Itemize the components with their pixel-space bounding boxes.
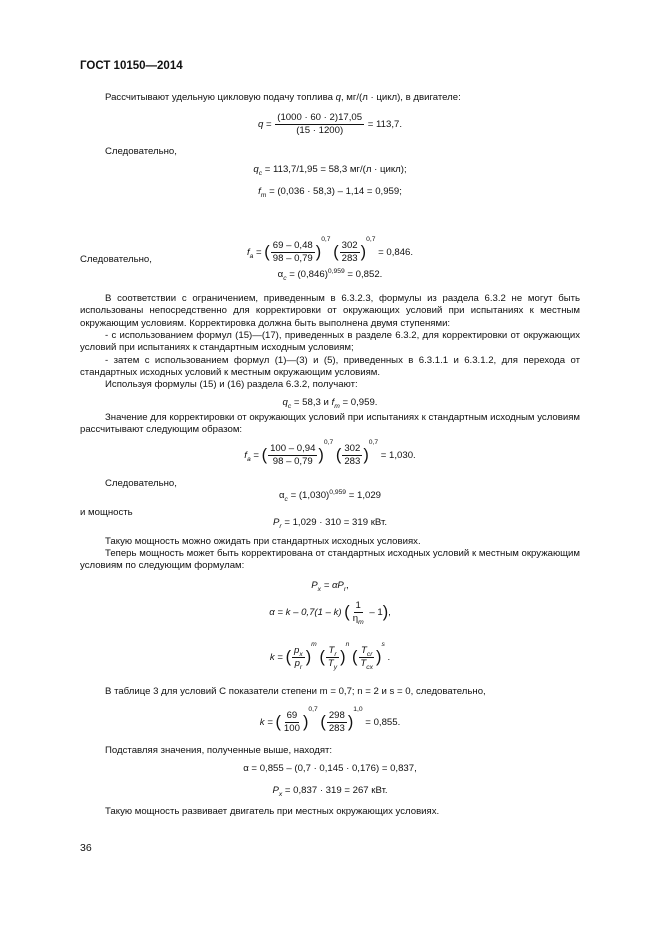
text-therefore-3: Следовательно,	[105, 478, 177, 489]
paragraph-now-corrected: Теперь мощность может быть корректирована от стандартных исходных условий к местным окружающим условиям по следующим формулам:	[80, 548, 580, 572]
paragraph-using-formulas: Используя формулы (15) и (16) раздела 6.3.2, получают:	[105, 379, 358, 390]
equation-fa-1: $f_a$ = ( $\frac{69 - 0,48}{98 - 0,79}$ )$^{0,7}$ ( $\frac{302}{283}$ )$^{0,7}$ = 0,846.	[246, 235, 414, 264]
page-number: 36	[80, 842, 92, 854]
bullet-step-1: - с использованием формул (15)—(17), приведенных в разделе 6.3.2, для корректировки от окружающих условий при испытаниях к стандартным исходным условиям;	[80, 330, 580, 354]
bullet-step-2: - затем с использованием формул (1)—(3) и (5), приведенных в 6.3.1.1 и 6.3.1.2, для перехода от стандартных исходных условий к местным окружающим условиям.	[80, 355, 580, 379]
paragraph-table-3: В таблице 3 для условий С показатели степени m = 0,7; n = 2 и s = 0, следовательно,	[105, 686, 486, 697]
paragraph-intro: Рассчитывают удельную цикловую подачу топлива q, мг/(л · цикл), в двигателе:	[105, 92, 461, 103]
equation-k-2: k = ( $\frac{69}{100}$ )$^{0,7}$ ( $\frac{298}{283}$ )$^{1,0}$ = 0,855.	[259, 705, 401, 734]
equation-k: k = ( $\frac{p_x}{p_r}$ )$^m$ ( $\frac{T_r}{T_y}$ )$^n$ ( $\frac{T_{cr}}{T_{cx}}$ )$^s$ .	[269, 640, 391, 671]
text-therefore-2: Следовательно,	[80, 254, 152, 265]
equation-px: $P_x = \alpha P_r$,	[311, 580, 349, 593]
equation-alpha-c-2: $\alpha_c = (1,030)^{0,959} = 1,029$	[278, 488, 382, 503]
document-header: ГОСТ 10150—2014	[80, 60, 183, 72]
paragraph-substituting: Подставляя значения, полученные выше, находят:	[105, 745, 333, 756]
equation-px-2: $P_x = 0,837 \cdot 319 = 267$ кВт.	[272, 785, 388, 798]
equation-alpha-2: α = 0,855 – (0,7 · 0,145 · 0,176) = 0,837,	[243, 763, 417, 774]
equation-alpha: α = k – 0,7(1 – k) ( $\frac{1}{\eta_m}$ – 1),	[269, 600, 391, 626]
equation-qc: $q_c = 113,7/1,95 = 58,3$ мг/(л · цикл);	[253, 164, 407, 177]
equation-pr: $P_r = 1,029 \cdot 310 = 319$ кВт.	[272, 517, 387, 530]
paragraph-restriction: В соответствии с ограничением, приведенным в 6.3.2.3, формулы из раздела 6.3.2 не могут быть использованы непосредственно для корректировки от окружающих условий при испытаниях к местным окружающим условиям. Корректировка должна быть выполнена двумя ступенями:	[80, 293, 580, 329]
paragraph-final: Такую мощность развивает двигатель при местных окружающих условиях.	[105, 806, 440, 817]
equation-alpha-c-1: $\alpha_c = (0,846)^{0,959} = 0,852$.	[277, 267, 383, 282]
text-and-power: и мощность	[80, 507, 133, 518]
equation-fa-2: $f_a$ = ( $\frac{100 - 0,94}{98 - 0,79}$ )$^{0,7}$ ( $\frac{302}{283}$ )$^{0,7}$ = 1,030.	[244, 438, 416, 467]
equation-q: q = $\frac{(1000 \cdot 60 \cdot 2)17,05}{(15 \cdot 1200)}$ = 113,7.	[258, 112, 402, 136]
paragraph-correction-value: Значение для корректировки от окружающих условий при испытаниях к стандартным исходным условиям рассчитывают следующим образом:	[80, 412, 580, 436]
equation-fm: $f_m = (0,036 \cdot 58,3) - 1,14 = 0,959$;	[258, 186, 402, 199]
text-therefore-1: Следовательно,	[105, 146, 177, 157]
paragraph-expect-power: Такую мощность можно ожидать при стандартных исходных условиях.	[105, 536, 421, 547]
equation-qc-fm: $q_c = 58,3$ и $f_m = 0,959$.	[282, 397, 378, 410]
